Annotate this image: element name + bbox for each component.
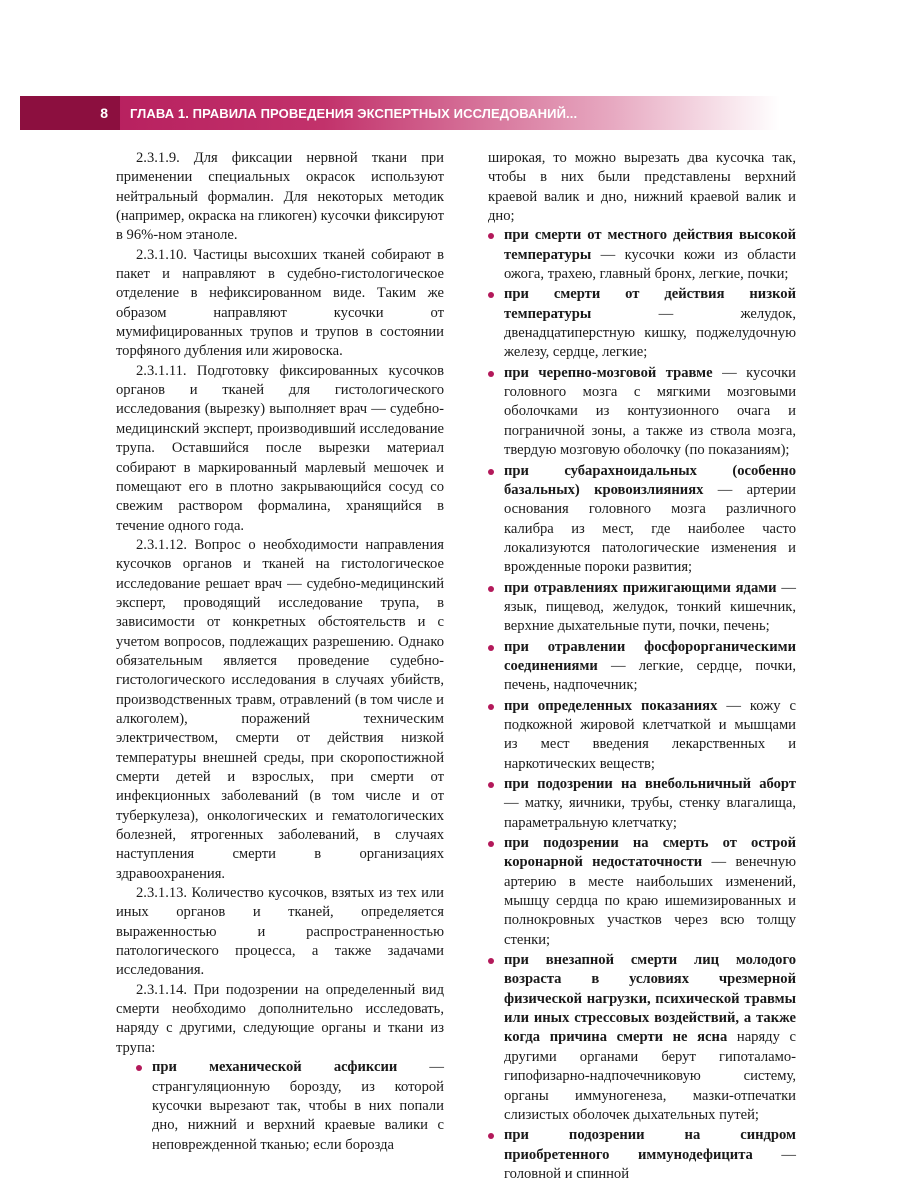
list-item-lead: при смерти от местного действия высокой температуры <box>504 227 796 263</box>
list-item-text: — артерии основания головного мозга различного калибра из мест, где наиболее часто локализуются патологические изменения и врожденные пороки развития; <box>504 481 796 576</box>
list-item-text: — матку, яичники, трубы, стенку влагалища, параметральную клетчатку; <box>504 795 796 831</box>
bullet-icon <box>488 1133 494 1139</box>
list-item-lead: при внезапной смерти лиц молодого возраста в условиях чрезмерной физической нагрузки, психической травмы или иных стрессовых воздействий, а также когда причина смерти не ясна <box>504 952 796 1046</box>
list-item-lead: при отравлении фосфорорганическими соединениями <box>504 638 796 674</box>
list-item <box>136 1058 444 1155</box>
list-item <box>488 834 796 950</box>
bullet-icon <box>488 371 494 377</box>
paragraph-2-3-1-10: 2.3.1.10. Частицы высохших тканей собирают в пакет и направляют в судебно-гистологическое отделение в нефиксированном виде. Таким же образом направляют кусочки от мумифицированных трупов и трупов в состоянии торфяного дубления или жировоска. <box>116 246 444 360</box>
list-item-text: — странгуляционную борозду, из которой кусочки вырезают так, чтобы в них попали дно, нижний и верхний краевые валики с неповрежденной тканью; если борозда <box>152 1059 444 1153</box>
list-item-lead: при смерти от действия низкой температуры <box>504 286 796 322</box>
paragraph-2-3-1-14: 2.3.1.14. При подозрении на определенный вид смерти необходимо дополнительно исследовать, наряду с другими, следующие органы и ткани из трупа: <box>116 981 444 1056</box>
bullet-icon <box>488 841 494 847</box>
list-item <box>488 775 796 833</box>
list-item-lead: при подозрении на смерть от острой коронарной недостаточности <box>504 835 796 871</box>
left-bullet-list <box>116 1058 444 1155</box>
list-item-text: — кусочки головного мозга с мягкими мозговыми оболочками из контузионного очага и пограничной зоны, а также из ствола мозга, твердую мозговую оболочку (по показаниям); <box>504 364 796 459</box>
bullet-icon <box>488 958 494 964</box>
right-column <box>488 149 796 1185</box>
list-item-lead: при отравлениях прижигающими ядами <box>504 579 777 596</box>
paragraph-2-3-1-13: 2.3.1.13. Количество кусочков, взятых из тех или иных органов и тканей, определяется выраженностью и распространенностью патологического процесса, а также задачами исследования. <box>116 885 444 979</box>
chapter-title: ГЛАВА 1. ПРАВИЛА ПРОВЕДЕНИЯ ЭКСПЕРТНЫХ ИССЛЕДОВАНИЙ... <box>130 105 578 121</box>
list-item-text: — головной и спинной <box>504 1146 796 1182</box>
list-item <box>488 579 796 637</box>
bullet-icon <box>488 704 494 710</box>
list-item-lead: при механической асфиксии <box>152 1059 398 1076</box>
list-item <box>488 951 796 1125</box>
list-item-lead: при определенных показаниях <box>504 697 718 714</box>
list-item <box>488 638 796 696</box>
bullet-icon <box>488 233 494 239</box>
bullet-icon <box>488 645 494 651</box>
page-number: 8 <box>20 96 120 130</box>
list-item-text: — венечную артерию в месте наибольших изменений, мышцу сердца по краю ишемизированных и полнокровных участков через всю толщу стенки; <box>504 854 797 948</box>
list-item-text: — кожу с подкожной жировой клетчаткой и мышцами из мест введения лекарственных и наркотических веществ; <box>504 697 797 772</box>
list-item-lead: при субарахноидальных (особенно базальных) кровоизлияниях <box>504 462 796 498</box>
bullet-icon <box>488 469 494 475</box>
list-item-lead: при подозрении на синдром приобретенного иммунодефицита <box>504 1127 796 1163</box>
list-item <box>488 1126 796 1184</box>
right-bullet-list <box>488 226 796 1184</box>
bullet-icon <box>488 586 494 592</box>
list-item-text: — кусочки кожи из области ожога, трахею, главный бронх, легкие, почки; <box>504 246 796 283</box>
list-item <box>488 697 796 774</box>
paragraph-2-3-1-11: 2.3.1.11. Подготовку фиксированных кусочков органов и тканей для гистологического исследования (вырезку) выполняет врач — судебно-медицинский эксперт, производивший исследование трупа. Оставшийся после вырезки материал собирают в маркированный марлевый мешочек и помещают его в плотно закрывающийся сосуд со свежим раствором формалина, хранящийся в течение одного года. <box>116 362 444 534</box>
list-item <box>488 226 796 284</box>
list-item-lead: при подозрении на внебольничный аборт <box>504 776 796 792</box>
list-item <box>488 364 796 461</box>
left-column <box>116 149 444 1156</box>
paragraph-2-3-1-9: 2.3.1.9. Для фиксации нервной ткани при применении специальных окрасок используют нейтральный формалин. Для некоторых методик (например, окраска на гликоген) кусочки фиксируют в 96%-ном этаноле. <box>116 150 444 244</box>
bullet-icon <box>488 292 494 298</box>
bullet-icon <box>488 782 494 788</box>
list-item-text: — желудок, двенадцатиперстную кишку, поджелудочную железу, сердце, легкие; <box>504 305 796 361</box>
bullet-icon <box>136 1065 142 1071</box>
list-item-text: наряду с другими органами берут гипоталамо-гипофизарно-надпочечниковую систему, органы иммуногенеза, мазки-отпечатки слизистых оболочек дыхательных путей; <box>504 1029 797 1123</box>
chapter-header <box>20 96 780 130</box>
continuation-text: широкая, то можно вырезать два кусочка так, чтобы в них были представлены верхний краевой валик и дно, нижний краевой валик и дно; <box>488 150 796 225</box>
list-item-text: — легкие, сердце, почки, печень, надпочечник; <box>504 657 796 694</box>
list-item <box>488 285 796 362</box>
paragraph-2-3-1-12: 2.3.1.12. Вопрос о необходимости направления кусочков органов и тканей на гистологическое исследование решает врач — судебно-медицинский эксперт, проводящий исследование трупа, в зависимости от конкретных обстоятельств и с учетом вопросов, подлежащих разрешению. Однако обязательным является проведение судебно-гистологического исследования в случаях убийств, производственных травм, отравлений (в том числе и алкоголем), поражений техническим электричеством, смерти от действия низкой температуры внешней среды, при скоропостижной смерти детей и взрослых, при смерти от инфекционных заболеваний (в том числе и от туберкулеза), онкологических и гематологических болезней, ятрогенных заболеваний, в случаях наступления смерти в организациях здравоохранения. <box>116 536 444 882</box>
list-item <box>488 462 796 578</box>
list-item-text: — язык, пищевод, желудок, тонкий кишечник, верхние дыхательные пути, почки, печень; <box>504 579 796 635</box>
list-item-lead: при черепно-мозговой травме <box>504 364 713 381</box>
